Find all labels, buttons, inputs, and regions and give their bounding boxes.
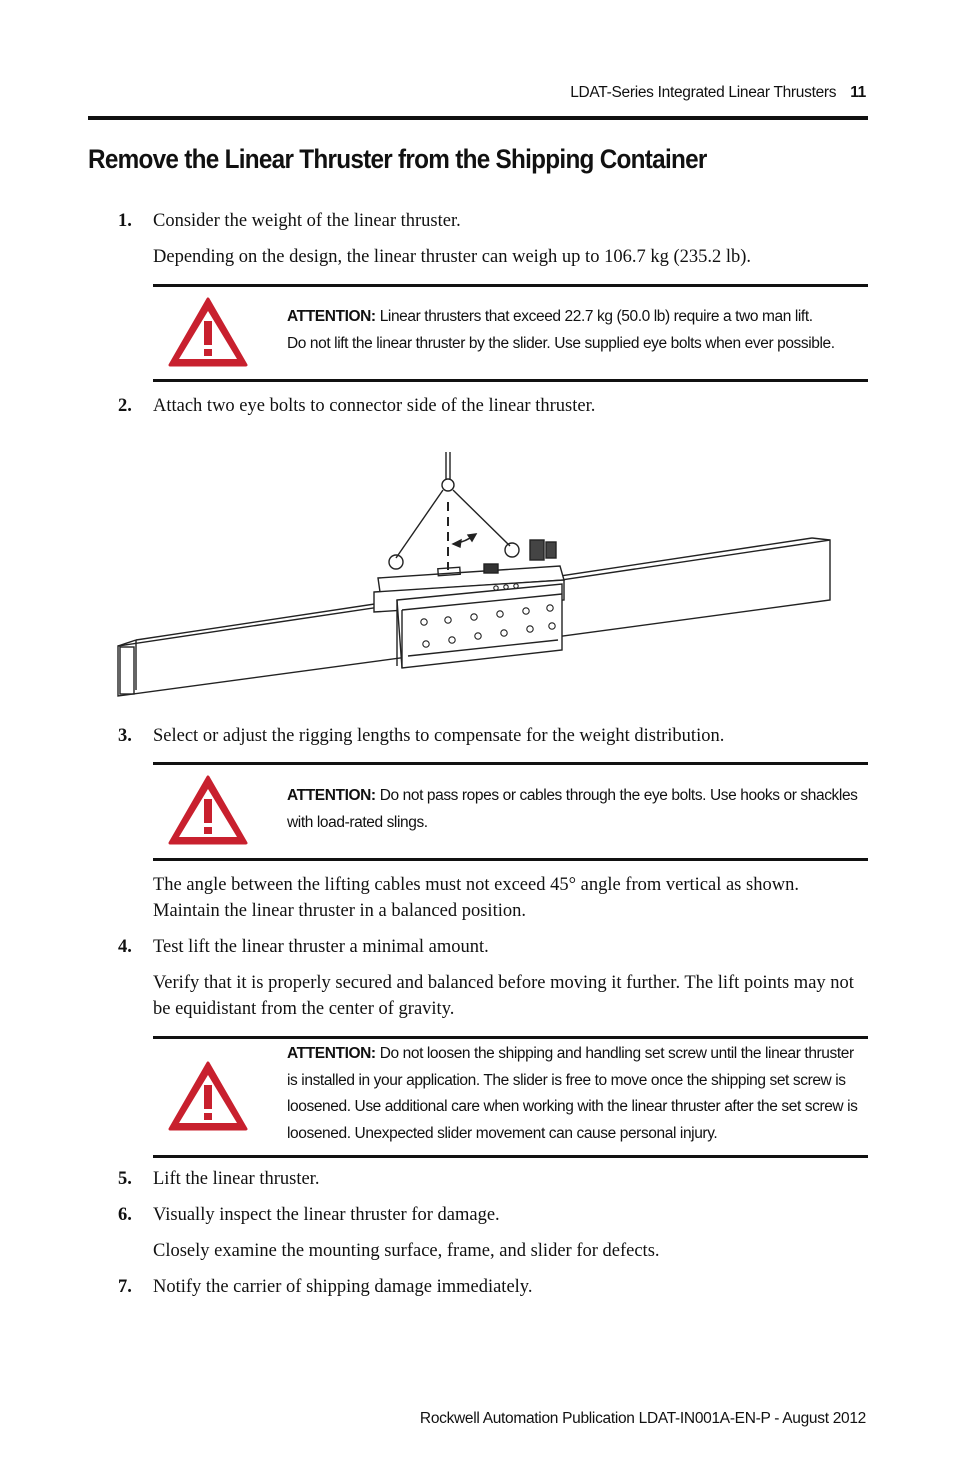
- attention-label: ATTENTION:: [287, 787, 376, 804]
- running-header: [570, 84, 866, 102]
- step-text: Select or adjust the rigging lengths to compensate for the weight distribution.: [153, 726, 725, 746]
- attention-text: [287, 1041, 868, 1147]
- warning-triangle-icon: [166, 295, 250, 369]
- warning-triangle-icon: [166, 773, 250, 847]
- step-text: Consider the weight of the linear thruster.: [153, 211, 461, 231]
- paragraph-verify: Verify that it is properly secured and balanced before moving it further. The lift points may not be equidistant from the center of gravity.: [153, 973, 854, 1019]
- attention-label: ATTENTION:: [287, 308, 376, 325]
- paragraph-inspect: Closely examine the mounting surface, frame, and slider for defects.: [153, 1241, 660, 1261]
- attention-line-1: Linear thrusters that exceed 22.7 kg (50.0 lb) require a two man lift.: [379, 308, 813, 325]
- paragraph-angle: The angle between the lifting cables must not exceed 45° angle from vertical as shown. Maintain the linear thruster in a balanced position.: [153, 875, 799, 921]
- step-text: Test lift the linear thruster a minimal amount.: [153, 937, 489, 957]
- step-text: Attach two eye bolts to connector side of the linear thruster.: [153, 396, 596, 416]
- header-rule: [88, 116, 868, 120]
- step-7: [118, 1274, 532, 1300]
- connector-side: [530, 540, 556, 560]
- step-5: [118, 1166, 319, 1192]
- step-number: 2.: [118, 396, 132, 416]
- running-title: LDAT-Series Integrated Linear Thrusters: [570, 84, 837, 101]
- step-3: [118, 723, 724, 749]
- attention-label: ATTENTION:: [287, 1045, 376, 1062]
- attention-box-2: [153, 762, 868, 861]
- step-number: 4.: [118, 937, 132, 957]
- step-text: Visually inspect the linear thruster for damage.: [153, 1205, 500, 1225]
- page-number: 11: [850, 84, 866, 101]
- attention-body: Do not pass ropes or cables through the eye bolts. Use hooks or shackles with load-rated slings.: [287, 787, 858, 831]
- lifting-diagram: [112, 450, 834, 710]
- publication-footer: Rockwell Automation Publication LDAT-IN001A-EN-P - August 2012: [419, 1410, 866, 1427]
- step-text: Lift the linear thruster.: [153, 1169, 320, 1189]
- step-number: 5.: [118, 1169, 132, 1189]
- attention-box-1: [153, 284, 868, 382]
- step-6: [118, 1202, 500, 1228]
- step-1: [118, 208, 461, 234]
- warning-triangle-icon: [166, 1059, 250, 1133]
- paragraph-weight: Depending on the design, the linear thruster can weigh up to 106.7 kg (235.2 lb).: [153, 247, 752, 267]
- step-number: 6.: [118, 1205, 132, 1225]
- attention-line-2: Do not lift the linear thruster by the slider. Use supplied eye bolts when ever possible.: [287, 334, 835, 352]
- attention-text: [287, 304, 868, 357]
- step-4: [118, 934, 489, 960]
- attention-body: Do not loosen the shipping and handling set screw until the linear thruster is installed in your application. The slider is free to move once the shipping set screw is loosened. Use additional care when working with the linear thruster after the set screw is loosened. Unexpected slider movement can cause personal injury.: [287, 1045, 858, 1142]
- step-number: 7.: [118, 1277, 132, 1297]
- attention-box-3: [153, 1036, 868, 1158]
- lifting-cables: [389, 452, 519, 570]
- step-number: 3.: [118, 726, 132, 746]
- page-title: Remove the Linear Thruster from the Shipping Container: [88, 144, 707, 174]
- step-text: Notify the carrier of shipping damage immediately.: [153, 1277, 533, 1297]
- step-number: 1.: [118, 211, 132, 231]
- attention-text: [287, 783, 868, 836]
- thruster-body: [374, 564, 564, 668]
- step-2: [118, 393, 595, 419]
